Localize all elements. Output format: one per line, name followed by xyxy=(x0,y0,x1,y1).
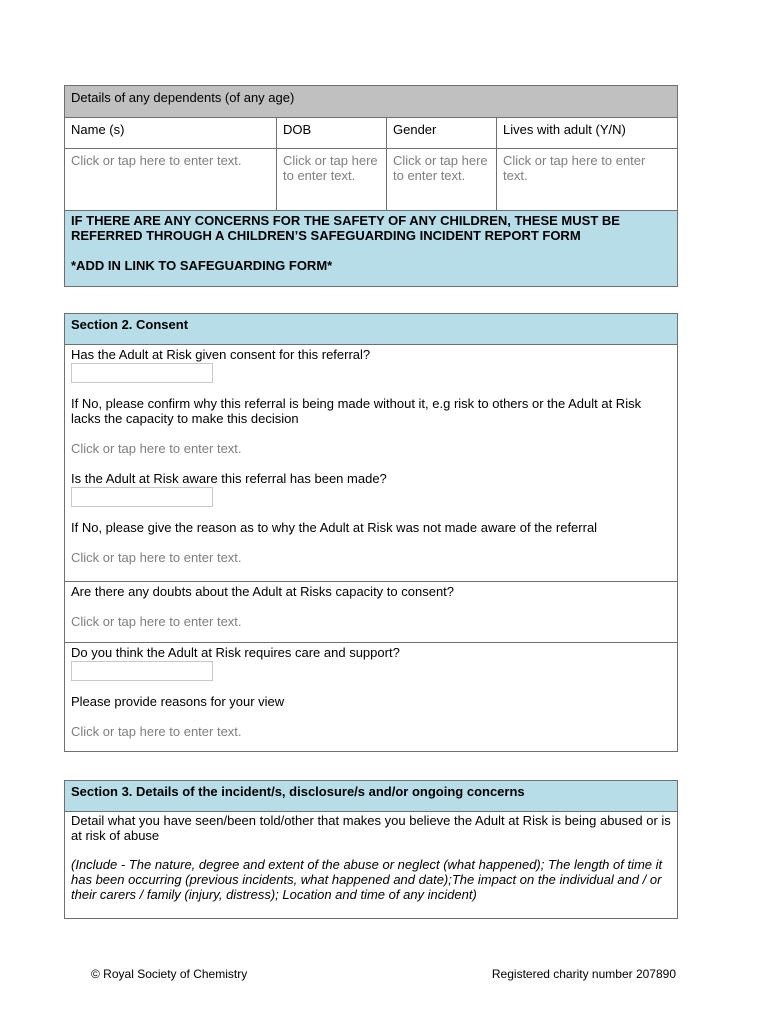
not-aware-question: If No, please give the reason as to why the Adult at Risk was not made aware of the referral xyxy=(71,520,598,535)
no-consent-input[interactable]: Click or tap here to enter text. xyxy=(71,441,242,456)
aware-dropdown[interactable] xyxy=(71,487,213,507)
dependents-header-row xyxy=(65,117,677,148)
footer-charity-number: Registered charity number 207890 xyxy=(491,967,676,981)
details-block xyxy=(65,812,677,918)
consent-question: Has the Adult at Risk given consent for this referral? xyxy=(71,347,371,362)
alert-text: IF THERE ARE ANY CONCERNS FOR THE SAFETY OF ANY CHILDREN, THESE MUST BE REFERRED THROUGH A CHILDREN’S SAFEGUARDING INCIDENT REPORT FORM xyxy=(71,213,620,243)
details-include-note: (Include - The nature, degree and extent of the abuse or neglect (what happened); The length of time it has been occurring (previous incidents, what happened and date);The impact on the individual and / or their carers / family (injury, distress); Location and time of any incident) xyxy=(71,857,663,902)
section3-table xyxy=(64,780,678,919)
not-aware-input[interactable]: Click or tap here to enter text. xyxy=(71,550,242,565)
care-dropdown[interactable] xyxy=(71,661,213,681)
reasons-input[interactable]: Click or tap here to enter text. xyxy=(71,724,242,739)
section2-title: Section 2. Consent xyxy=(65,314,677,345)
consent-block xyxy=(65,345,677,581)
col-dob: DOB xyxy=(276,118,386,148)
aware-question: Is the Adult at Risk aware this referral has been made? xyxy=(71,471,387,486)
lives-with-input[interactable]: Click or tap here to enter text. xyxy=(496,149,677,210)
doubts-input[interactable]: Click or tap here to enter text. xyxy=(71,614,242,629)
col-gender: Gender xyxy=(386,118,496,148)
footer-copyright: © Royal Society of Chemistry xyxy=(91,967,248,981)
consent-dropdown[interactable] xyxy=(71,363,213,383)
section2-table xyxy=(64,313,678,752)
care-question: Do you think the Adult at Risk requires care and support? xyxy=(71,645,400,660)
gender-input[interactable]: Click or tap here to enter text. xyxy=(386,149,496,210)
doubts-question: Are there any doubts about the Adult at Risks capacity to consent? xyxy=(71,584,455,599)
reasons-label: Please provide reasons for your view xyxy=(71,694,285,709)
dob-input[interactable]: Click or tap here to enter text. xyxy=(276,149,386,210)
children-safeguarding-alert xyxy=(65,210,677,286)
dependents-entry-row xyxy=(65,148,677,210)
dependents-title: Details of any dependents (of any age) xyxy=(65,86,677,117)
care-block xyxy=(65,642,677,751)
section3-title: Section 3. Details of the incident/s, disclosure/s and/or ongoing concerns xyxy=(65,781,677,812)
safeguarding-link-note: *ADD IN LINK TO SAFEGUARDING FORM* xyxy=(71,258,333,273)
dependents-table xyxy=(64,85,678,287)
no-consent-question: If No, please confirm why this referral is being made without it, e.g risk to others or the Adult at Risk lacks the capacity to make this decision xyxy=(71,396,642,426)
name-input[interactable]: Click or tap here to enter text. xyxy=(71,153,242,168)
capacity-block xyxy=(65,581,677,642)
col-name: Name (s) xyxy=(71,122,125,137)
col-lives-with: Lives with adult (Y/N) xyxy=(496,118,677,148)
details-instruction: Detail what you have seen/been told/other that makes you believe the Adult at Risk is being abused or is at risk of abuse xyxy=(71,813,671,843)
